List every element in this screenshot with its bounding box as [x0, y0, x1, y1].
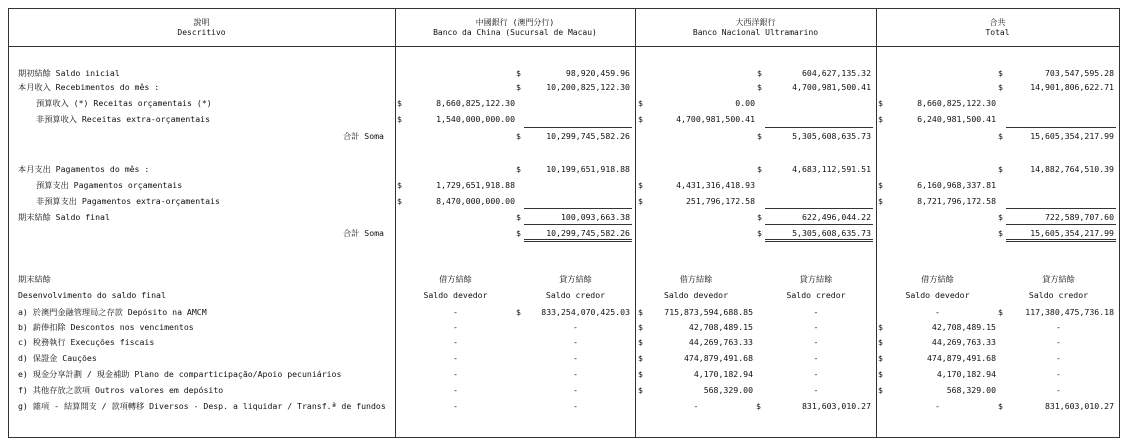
development-row-label: b) 薪俸扣除 Descontos nos vencimentos	[18, 322, 194, 332]
currency-sign: $	[878, 369, 883, 379]
development-row-label: g) 雜項 - 結算開支 / 款項轉移 Diversos - Desp. a liquidar / Transf.ª de fundos	[18, 401, 386, 411]
tot-deb-dash: -	[935, 401, 940, 411]
bnu-amount: 5,305,608,635.73	[792, 131, 871, 141]
bc-cred-dash: -	[573, 337, 578, 347]
tot-cred-dash: -	[1056, 353, 1061, 363]
bc-cred-dash: -	[573, 369, 578, 379]
currency-sign: $	[757, 164, 762, 174]
bc-cred-dash: -	[573, 322, 578, 332]
currency-sign: $	[516, 228, 521, 238]
tot-amount: 15,605,354,217.99	[1030, 228, 1114, 238]
currency-sign: $	[638, 307, 643, 317]
tot-sub-amount: 8,721,796,172.58	[917, 196, 996, 206]
bnu-cred-header-pt: Saldo credor	[786, 290, 846, 300]
currency-sign: $	[998, 82, 1003, 92]
bc-amount: 10,199,651,918.88	[546, 164, 630, 174]
currency-sign: $	[878, 180, 883, 190]
tot-deb-amount: 568,329.00	[946, 385, 996, 395]
bc-deb-dash: -	[453, 385, 458, 395]
header-total-pt: Total	[985, 28, 1010, 37]
bnu-deb-amount: 568,329.00	[703, 385, 753, 395]
currency-sign: $	[516, 164, 521, 174]
bnu-deb-header-zh: 借方結餘	[679, 274, 713, 284]
bnu-deb-amount: 4,170,182.94	[693, 369, 753, 379]
tot-deb-amount: 44,269,763.33	[931, 337, 996, 347]
bnu-amount: 5,305,608,635.73	[792, 228, 871, 238]
tot-cred-dash: -	[1056, 337, 1061, 347]
currency-sign: $	[638, 98, 643, 108]
bnu-deb-amount: 715,873,594,688.85	[664, 307, 753, 317]
sum-underline	[765, 208, 873, 209]
bnu-cred-amount: 831,603,010.27	[801, 401, 871, 411]
currency-sign: $	[757, 212, 762, 222]
development-row-label: f) 其他存放之款項 Outros valores em depósito	[18, 385, 224, 395]
total-double-underline	[524, 241, 632, 242]
currency-sign: $	[638, 385, 643, 395]
bc-deb-header-pt: Saldo devedor	[423, 290, 488, 300]
currency-sign: $	[516, 212, 521, 222]
bc-cred-dash: -	[573, 401, 578, 411]
tot-amount: 15,605,354,217.99	[1030, 131, 1114, 141]
bc-cred-header-pt: Saldo credor	[545, 290, 606, 300]
row-label: 合計 Soma	[342, 131, 384, 141]
bc-deb-dash: -	[453, 322, 458, 332]
tot-amount: 14,901,806,622.71	[1030, 82, 1114, 92]
tot-cred-header-zh: 貸方結餘	[1042, 274, 1075, 284]
header-bnu-zh: 大西洋銀行	[735, 18, 776, 27]
bnu-sub-amount: 251,796,172.58	[685, 196, 755, 206]
tot-deb-dash: -	[935, 307, 940, 317]
tot-deb-amount: 4,170,182.94	[936, 369, 996, 379]
bnu-sub-amount: 4,700,981,500.41	[676, 114, 755, 124]
currency-sign: $	[516, 307, 521, 317]
top-border	[8, 8, 1120, 9]
tot-deb-amount: 42,708,489.15	[931, 322, 996, 332]
tot-deb-header-zh: 借方結餘	[921, 274, 954, 284]
bc-deb-dash: -	[453, 401, 458, 411]
bc-amount: 98,920,459.96	[565, 68, 630, 78]
currency-sign: $	[998, 212, 1003, 222]
bnu-cred-dash: -	[813, 385, 819, 395]
bnu-deb-dash: -	[693, 401, 699, 411]
currency-sign: $	[757, 68, 762, 78]
tot-amount: 703,547,595.28	[1044, 68, 1114, 78]
bc-deb-dash: -	[453, 353, 458, 363]
bc-deb-header-zh: 借方結餘	[439, 274, 472, 284]
currency-sign: $	[998, 164, 1003, 174]
column-divider-2	[635, 8, 636, 438]
currency-sign: $	[638, 353, 643, 363]
bnu-deb-amount: 474,879,491.68	[683, 353, 753, 363]
bnu-amount: 4,700,981,500.41	[792, 82, 871, 92]
total-double-underline	[524, 239, 632, 240]
header-total-zh: 合共	[989, 18, 1006, 27]
tot-sub-amount: 6,160,968,337.81	[917, 180, 996, 190]
development-title-pt: Desenvolvimento do saldo final	[18, 290, 166, 300]
header-bank-of-china-zh: 中國銀行 (澳門分行)	[475, 18, 555, 27]
currency-sign: $	[878, 98, 883, 108]
currency-sign: $	[638, 180, 643, 190]
bc-deb-dash: -	[453, 369, 458, 379]
bc-amount: 10,299,745,582.26	[546, 228, 630, 238]
bnu-cred-dash: -	[813, 337, 819, 347]
sum-underline	[765, 224, 873, 225]
bnu-cred-header-zh: 貸方結餘	[799, 274, 833, 284]
sum-underline	[1006, 208, 1116, 209]
total-double-underline	[765, 239, 873, 240]
bnu-amount: 622,496,044.22	[801, 212, 871, 222]
bnu-cred-dash: -	[813, 353, 819, 363]
currency-sign: $	[757, 131, 762, 141]
treasury-balance-sheet	[8, 8, 1120, 438]
currency-sign: $	[638, 322, 643, 332]
bc-sub-amount: 1,729,651,918.88	[436, 180, 515, 190]
currency-sign: $	[878, 322, 883, 332]
tot-cred-dash: -	[1056, 369, 1061, 379]
currency-sign: $	[878, 114, 883, 124]
bottom-border	[8, 437, 1120, 438]
currency-sign: $	[516, 68, 521, 78]
currency-sign: $	[638, 337, 643, 347]
header-divider	[8, 46, 1120, 47]
currency-sign: $	[397, 114, 402, 124]
bc-sub-amount: 8,470,000,000.00	[436, 196, 515, 206]
sum-underline	[1006, 127, 1116, 128]
tot-cred-dash: -	[1056, 322, 1061, 332]
total-double-underline	[1006, 241, 1116, 242]
development-row-label: d) 保證金 Cauções	[18, 353, 97, 363]
bnu-amount: 4,683,112,591.51	[792, 164, 871, 174]
bnu-cred-dash: -	[813, 322, 819, 332]
currency-sign: $	[998, 68, 1003, 78]
bnu-sub-amount: 0.00	[735, 98, 755, 108]
bc-deb-dash: -	[453, 307, 458, 317]
currency-sign: $	[998, 228, 1003, 238]
tot-cred-header-pt: Saldo credor	[1028, 290, 1089, 300]
column-divider-3	[876, 8, 877, 438]
tot-cred-amount: 831,603,010.27	[1044, 401, 1114, 411]
tot-cred-dash: -	[1056, 385, 1061, 395]
row-label: 非預算收入 Receitas extra-orçamentais	[36, 114, 211, 124]
tot-deb-header-pt: Saldo devedor	[905, 290, 970, 300]
bnu-sub-amount: 4,431,316,418.93	[676, 180, 755, 190]
row-label: 非預算支出 Pagamentos extra-orçamentais	[36, 196, 220, 206]
header-descritivo-zh: 說明	[193, 18, 210, 27]
header-bnu-pt: Banco Nacional Ultramarino	[692, 28, 819, 37]
currency-sign: $	[757, 82, 762, 92]
currency-sign: $	[638, 114, 643, 124]
bnu-deb-header-pt: Saldo devedor	[663, 290, 729, 300]
sum-underline	[524, 208, 632, 209]
sum-underline	[524, 127, 632, 128]
tot-deb-amount: 474,879,491.68	[926, 353, 996, 363]
tot-sub-amount: 6,240,981,500.41	[917, 114, 996, 124]
currency-sign: $	[516, 82, 521, 92]
row-label: 期初結餘 Saldo inicial	[18, 68, 120, 78]
bnu-cred-dash: -	[813, 369, 819, 379]
total-double-underline	[1006, 239, 1116, 240]
bc-amount: 100,093,663.38	[560, 212, 630, 222]
sum-underline	[524, 224, 632, 225]
left-border	[8, 8, 9, 438]
bnu-amount: 604,627,135.32	[801, 68, 871, 78]
bc-cred-header-zh: 貸方結餘	[559, 274, 592, 284]
development-row-label: e) 現金分享計劃 / 現金補助 Plano de comparticipação/Apoio pecuniários	[18, 369, 342, 379]
row-label: 期末結餘 Saldo final	[18, 212, 110, 222]
bc-cred-dash: -	[573, 353, 578, 363]
bc-cred-amount: 833,254,070,425.03	[541, 307, 630, 317]
tot-sub-amount: 8,660,825,122.30	[917, 98, 996, 108]
currency-sign: $	[516, 131, 521, 141]
currency-sign: $	[756, 401, 761, 411]
currency-sign: $	[878, 353, 883, 363]
currency-sign: $	[757, 228, 762, 238]
development-title-zh: 期末結餘	[18, 274, 51, 284]
total-double-underline	[765, 241, 873, 242]
sum-underline	[1006, 224, 1116, 225]
bc-cred-dash: -	[573, 385, 578, 395]
currency-sign: $	[397, 196, 402, 206]
bc-sub-amount: 1,540,000,000.00	[436, 114, 515, 124]
right-border	[1119, 8, 1120, 438]
currency-sign: $	[878, 196, 883, 206]
sum-underline	[765, 127, 873, 128]
row-label: 合計 Soma	[342, 228, 384, 238]
tot-amount: 722,589,707.60	[1044, 212, 1114, 222]
currency-sign: $	[998, 131, 1003, 141]
currency-sign: $	[638, 196, 643, 206]
bc-deb-dash: -	[453, 337, 458, 347]
row-label: 本月收入 Recebimentos do mês :	[18, 82, 160, 92]
tot-cred-amount: 117,380,475,736.18	[1025, 307, 1114, 317]
currency-sign: $	[397, 180, 402, 190]
bnu-deb-amount: 42,708,489.15	[688, 322, 753, 332]
currency-sign: $	[397, 98, 402, 108]
currency-sign: $	[878, 385, 883, 395]
currency-sign: $	[998, 401, 1003, 411]
development-row-label: c) 稅務執行 Execuções fiscais	[18, 337, 155, 347]
bnu-cred-dash: -	[813, 307, 819, 317]
bc-sub-amount: 8,660,825,122.30	[436, 98, 515, 108]
tot-amount: 14,882,764,510.39	[1030, 164, 1114, 174]
currency-sign: $	[638, 369, 643, 379]
currency-sign: $	[998, 307, 1003, 317]
header-descritivo-pt: Descritivo	[177, 28, 226, 37]
header-bank-of-china-pt: Banco da China (Sucursal de Macau)	[433, 28, 597, 37]
bc-amount: 10,299,745,582.26	[546, 131, 630, 141]
row-label: 本月支出 Pagamentos do mês :	[18, 164, 150, 174]
bnu-deb-amount: 44,269,763.33	[688, 337, 753, 347]
row-label: 預算收入 (*) Receitas orçamentais (*)	[36, 98, 212, 108]
bc-amount: 10,200,825,122.30	[546, 82, 630, 92]
development-row-label: a) 於澳門金融管理局之存款 Depósito na AMCM	[18, 307, 207, 317]
currency-sign: $	[878, 337, 883, 347]
row-label: 預算支出 Pagamentos orçamentais	[36, 180, 183, 190]
